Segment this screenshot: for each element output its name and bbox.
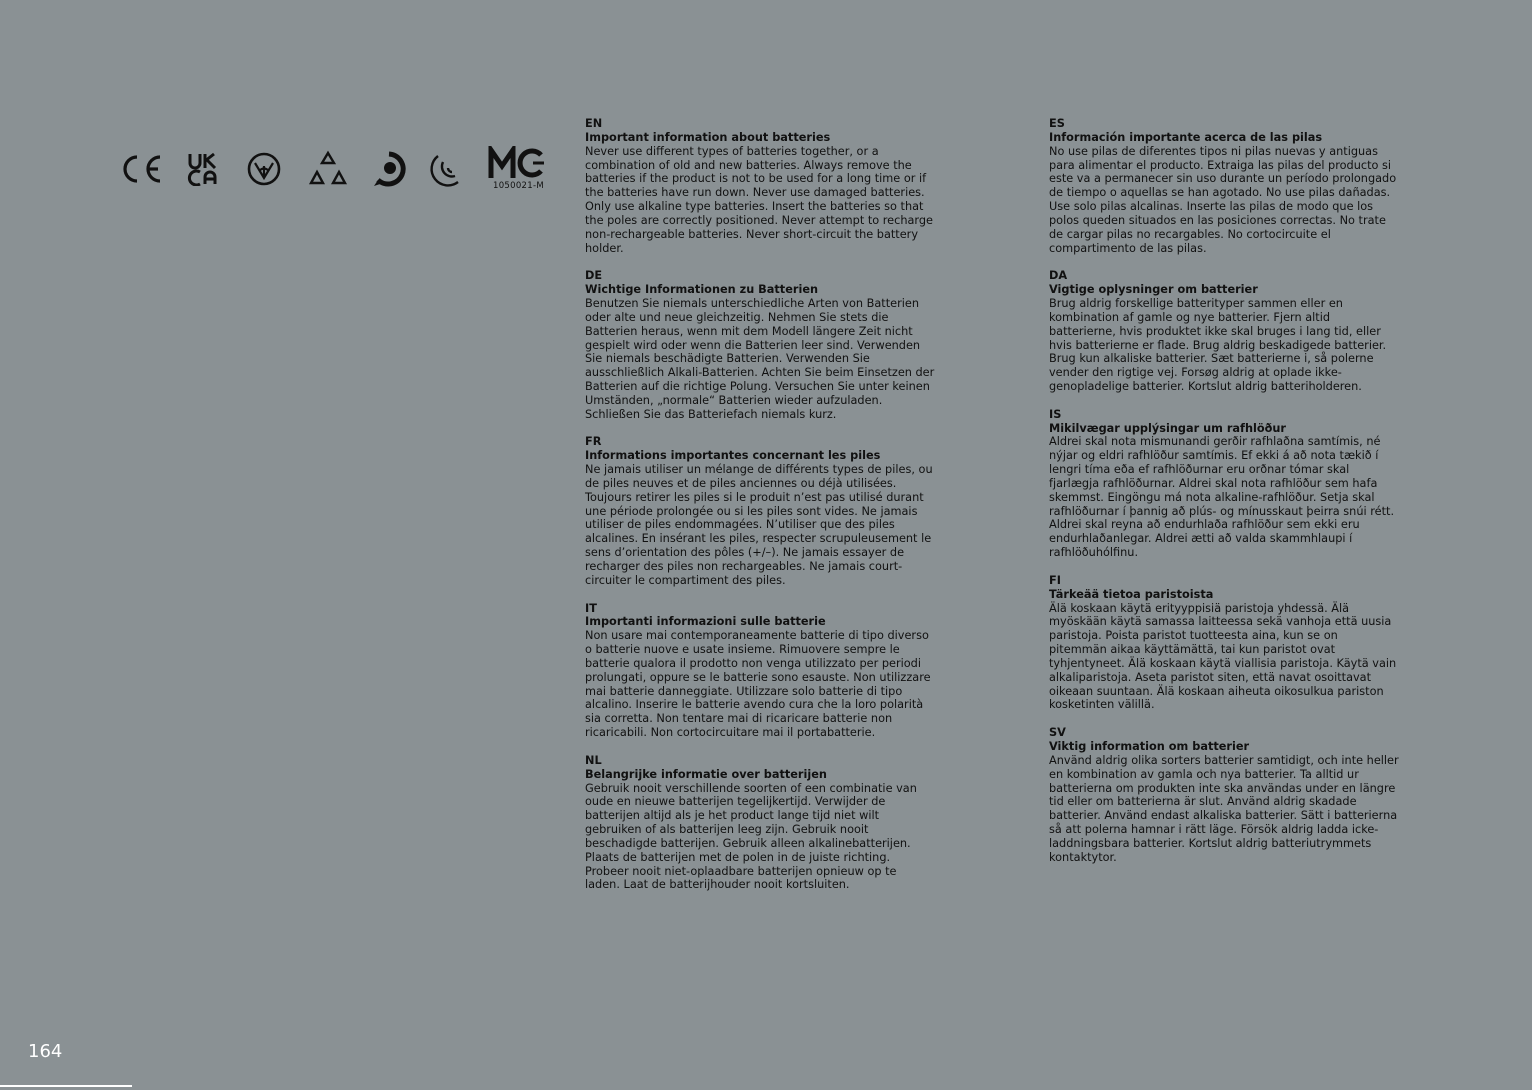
- language-code: IS: [1049, 407, 1062, 421]
- morocco-conformity-icon: [488, 146, 546, 180]
- language-code: FR: [585, 435, 602, 449]
- section-body: No use pilas de diferentes tipos ni pilas nuevas y antiguas para alimentar el producto. Extraiga las pilas del producto si este va a permanecer sin uso durante un período prolongado de tiempo o aquellas se han agotado. No use pilas dañadas. Use solo pilas alcalinas. Inserte las pilas de modo que los polos queden situados en las posiciones correctas. No trate de cargar pilas no recargables. No cortocircuite el compartimento de las pilas.: [1049, 144, 1397, 255]
- wireless-certification-icon: [428, 150, 466, 188]
- section-it: [585, 602, 935, 740]
- battery-recycling-triangles-icon: [306, 150, 350, 188]
- language-code: SV: [1049, 726, 1066, 740]
- footer-divider: [0, 1085, 132, 1087]
- section-heading: Informations importantes concernant les piles: [585, 449, 881, 463]
- section-es: [1049, 117, 1399, 255]
- language-code: ES: [1049, 117, 1065, 130]
- section-body: Never use different types of batteries together, or a combination of old and new batteries. Always remove the batteries if the product is not to be used for a long time or if the batteries have run down. Never use damaged batteries. Only use alkaline type batteries. Insert the batteries so that the poles are correctly positioned. Never attempt to recharge non-rechargeable batteries. Never short-circuit the battery holder.: [585, 144, 933, 255]
- section-body: Använd aldrig olika sorters batterier samtidigt, och inte heller en kombination av gamla och nya batterier. Ta alltid ur batterierna om produkten inte ska användas under en längre tid eller om batterierna är slut. Använd aldrig skadade batterier. Använd endast alkaliska batterier. Sätt i batterierna så att polerna hamnar i rätt läge. Försök aldrig ladda icke-laddningsbara batterier. Kortslut aldrig batteriutrymmets kontaktytor.: [1049, 753, 1399, 864]
- section-heading: Viktig information om batterier: [1049, 739, 1250, 753]
- section-heading: Belangrijke informatie over batterijen: [585, 767, 827, 781]
- language-code: FI: [1049, 573, 1061, 587]
- section-body: Non usare mai contemporaneamente batterie di tipo diverso o batterie nuove e usate insieme. Rimuovere sempre le batterie qualora il prodotto non venga utilizzato per periodi prolungati, oppure se le batterie sono esauste. Non utilizzare mai batterie danneggiate. Utilizzare solo batterie di tipo alcalino. Inserire le batterie avendo cura che la loro polarità sia corretta. Non tentare mai di ricaricare batterie non ricaricabili. Non cortocircuitare mai il portabatterie.: [585, 629, 931, 740]
- section-heading: Información importante acerca de las pilas: [1049, 130, 1323, 144]
- ce-mark-icon: [118, 152, 164, 186]
- section-body: Älä koskaan käytä erityyppisiä paristoja yhdessä. Älä myöskään käytä samassa laitteessa sekä vanhoja että uusia paristoja. Poista paristot tuotteesta aina, kun se on pitemmän aikaa käyttämättä, tai kun paristot ovat tyhjentyneet. Älä koskaan käytä viallisia paristoja. Käytä vain alkaliparistoja. Aseta paristot siten, että navat osoittavat oikeaan suuntaan. Älä koskaan aiheuta oikosulkua pariston kosketinten välillä.: [1049, 601, 1397, 712]
- mc-certificate-code: 1050021-M: [493, 181, 544, 191]
- section-sv: [1049, 726, 1399, 864]
- page-number: 164: [28, 1041, 63, 1062]
- section-fr: [585, 435, 935, 587]
- certification-marks: [118, 146, 558, 196]
- section-body: Gebruik nooit verschillende soorten of een combinatie van oude en nieuwe batterijen tegelijkertijd. Verwijder de batterijen altijd als je het product lange tijd niet wilt gebruiken of als batterijen leeg zijn. Gebruik nooit beschadigde batterijen. Gebruik alleen alkalinebatterijen. Plaats de batterijen met de polen in de juiste richting. Probeer nooit niet-oplaadbare batterijen opnieuw op te laden. Laat de batterijhouder nooit kortsluiten.: [585, 781, 917, 892]
- section-is: [1049, 408, 1399, 560]
- section-da: [1049, 269, 1399, 394]
- left-text-column: [585, 117, 935, 906]
- language-code: NL: [585, 753, 602, 767]
- section-heading: Importanti informazioni sulle batterie: [585, 615, 826, 629]
- language-code: DE: [585, 269, 603, 283]
- ukca-mark-icon: [186, 152, 222, 186]
- section-body: Aldrei skal nota mismunandi gerðir rafhlaðna samtímis, né nýjar og eldri rafhlöður samtímis. Ef ekki á að nota tækið í lengri tíma eða ef rafhlöðurnar eru orðnar tómar skal fjarlægja rafhlöðurnar. Aldrei skal nota rafhlöður sem hafa skemmst. Eingöngu má nota alkaline-rafhlöður. Setja skal rafhlöðurnar í þannig að plús- og mínusskaut þeirra snúi rétt. Aldrei skal reyna að endurhlaða rafhlöður sem ekki eru endurhlaðanlegar. Aldrei ætti að valda skammhlaupi í rafhlöðuhólfinu.: [1049, 435, 1395, 560]
- section-body: Brug aldrig forskellige batterityper sammen eller en kombination af gamle og nye batterier. Fjern altid batterierne, hvis produktet ikke skal bruges i lang tid, eller hvis batterierne er flade. Brug aldrig beskadigede batterier. Brug kun alkaliske batterier. Sæt batterierne i, så polerne vender den rigtige vej. Forsøg aldrig at oplade ikke-genopladelige batterier. Kortslut aldrig batteriholderen.: [1049, 296, 1387, 394]
- language-code: DA: [1049, 269, 1068, 283]
- section-de: [585, 269, 935, 421]
- section-heading: Important information about batteries: [585, 130, 831, 144]
- section-body: Ne jamais utiliser un mélange de différents types de piles, ou de piles neuves et de piles anciennes ou déjà utilisées. Toujours retirer les piles si le produit n’est pas utilisé durant une période prolongée ou si les piles sont vides. Ne jamais utiliser de piles endommagées. N’utiliser que des piles alcalines. En insérant les piles, respecter scrupuleusement le sens d’orientation des pôles (+/–). Ne jamais essayer de recharger des piles non rechargeables. Ne jamais court-circuiter le compartiment des piles.: [585, 463, 933, 587]
- section-en: [585, 117, 935, 255]
- section-fi: [1049, 574, 1399, 712]
- section-heading: Wichtige Informationen zu Batterien: [585, 283, 819, 297]
- right-text-column: [1049, 117, 1399, 878]
- section-heading: Tärkeää tietoa paristoista: [1049, 587, 1214, 601]
- section-nl: [585, 754, 935, 892]
- language-code: EN: [585, 117, 603, 130]
- section-body: Benutzen Sie niemals unterschiedliche Arten von Batterien oder alte und neue gleichzeitig. Nehmen Sie stets die Batterien heraus, wenn mit dem Modell längere Zeit nicht gespielt wird oder wenn die Batterien leer sind. Verwenden Sie niemals beschädigte Batterien. Verwenden Sie ausschließlich Alkali-Batterien. Achten Sie beim Einsetzen der Batterien auf die richtige Polung. Versuchen Sie unter keinen Umständen, „normale“ Batterien wieder aufzuladen. Schließen Sie das Batteriefach niemals kurz.: [585, 296, 935, 421]
- ukraine-certification-icon: [246, 150, 282, 188]
- section-heading: Mikilvægar upplýsingar um rafhlöður: [1049, 421, 1286, 435]
- section-heading: Vigtige oplysninger om batterier: [1049, 283, 1258, 297]
- language-code: IT: [585, 601, 597, 615]
- anatel-like-logo-icon: [370, 150, 408, 188]
